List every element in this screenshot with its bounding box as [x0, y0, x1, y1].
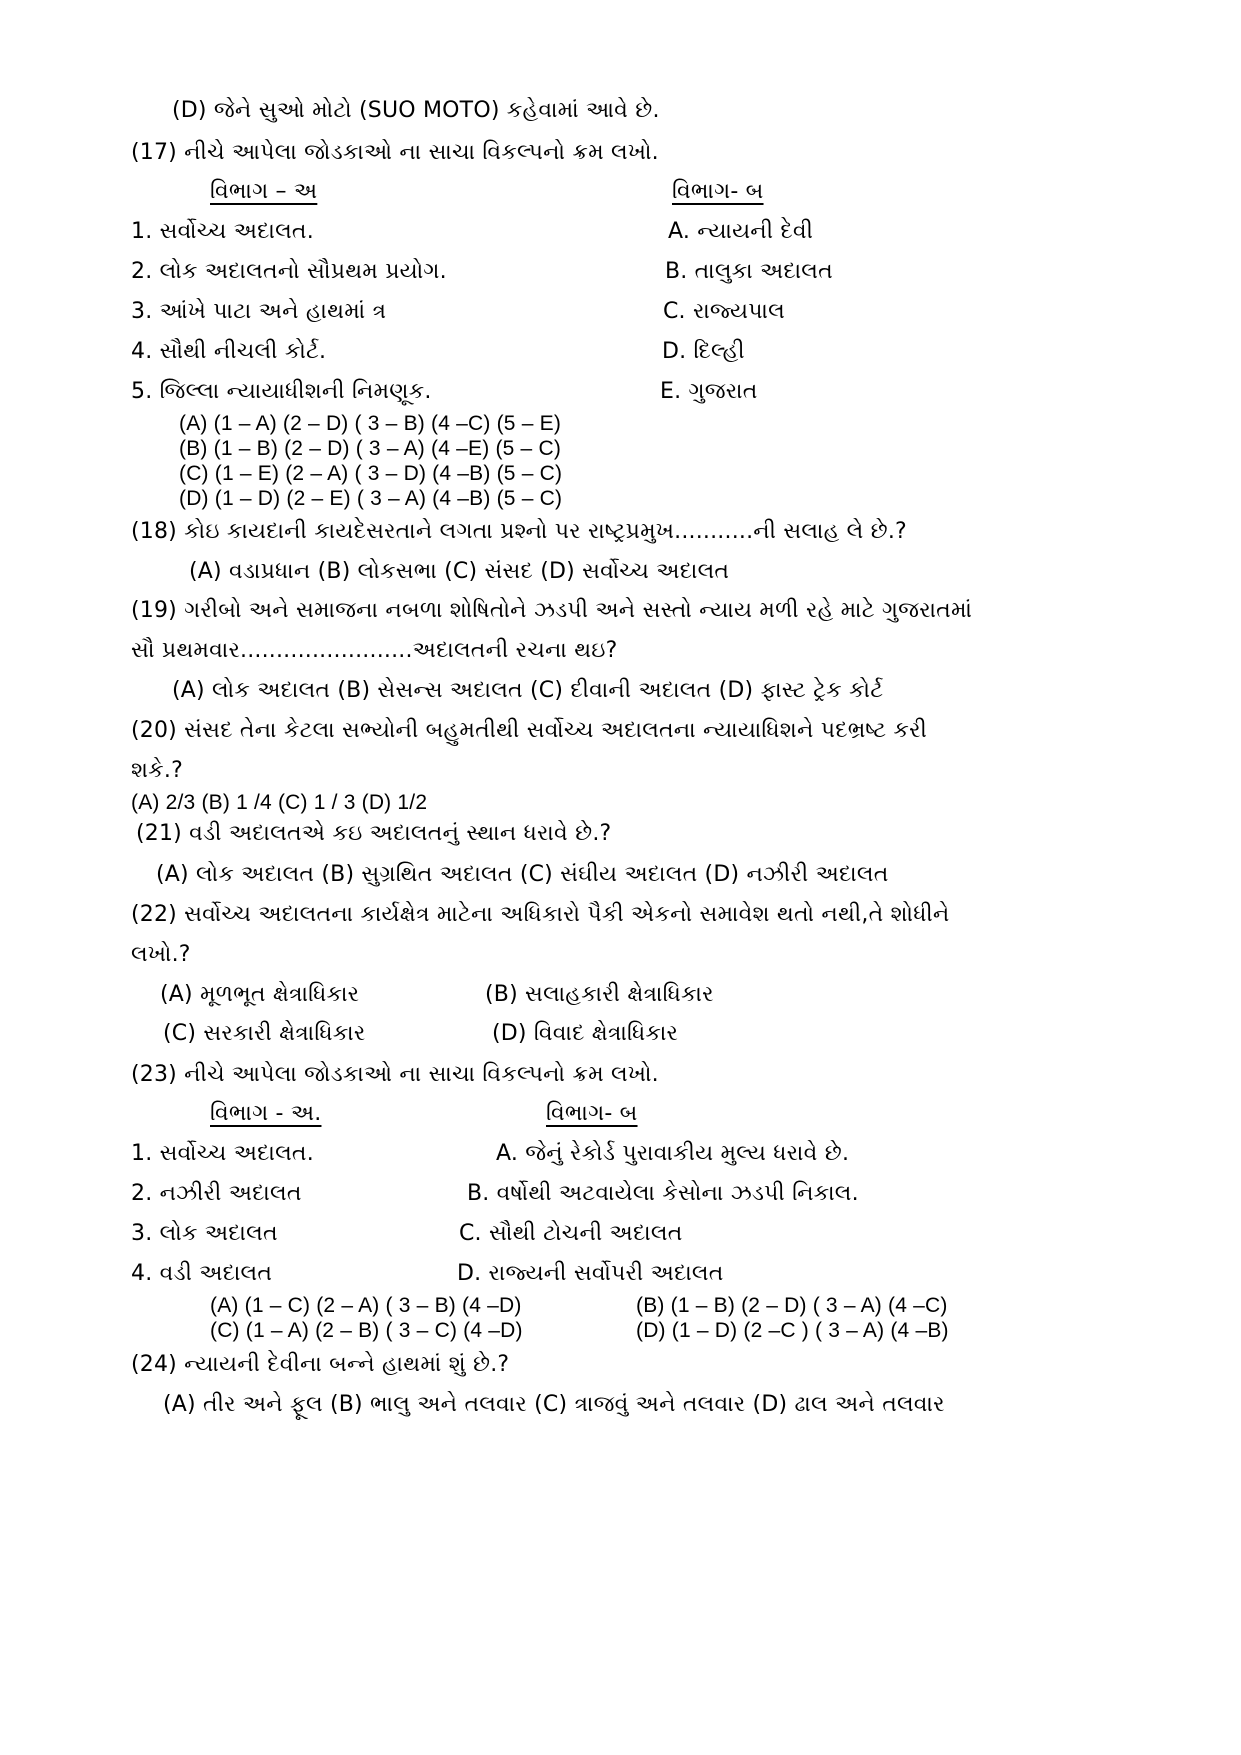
q21-question: (21) વડી અદાલતએ કઇ અદાલતનું સ્થાન ધરાવે છે.?: [136, 821, 612, 846]
q17-right-item: B. તાલુકા અદાલત: [665, 259, 833, 284]
q17-left-item: 3. આંખે પાટા અને હાથમાં ત્ર: [131, 299, 387, 324]
q23-right-item: C. સૌથી ટોચની અદાલત: [459, 1221, 683, 1246]
q19-question-line1: (19) ગરીબો અને સમાજના નબળા શોષિતોને ઝડપી અને સસ્તો ન્યાય મળી રહે માટે ગુજરાતમાં: [131, 598, 973, 623]
q17-right-item: E. ગુજરાત: [660, 379, 758, 404]
q23-option-d: (D) (1 – D) (2 –C ) ( 3 – A) (4 –B): [636, 1319, 949, 1342]
q17-section-b-heading: વિભાગ- બ: [672, 179, 764, 204]
q17-option: (C) (1 – E) (2 – A) ( 3 – D) (4 –B) (5 – C): [179, 462, 563, 485]
q23-left-item: 1. સર્વોચ્ચ અદાલત.: [131, 1141, 314, 1166]
q22-option-a: (A) મૂળભૂત ક્ષેત્રાધિકાર: [160, 982, 360, 1007]
q18-options: (A) વડાપ્રધાન (B) લોકસભા (C) સંસદ (D) સર્વોચ્ચ અદાલત: [189, 559, 730, 584]
q20-options: (A) 2/3 (B) 1 /4 (C) 1 / 3 (D) 1/2: [131, 791, 428, 814]
q17-left-item: 5. જિલ્લા ન્યાયાધીશની નિમણૂક.: [131, 379, 432, 404]
q23-question: (23) નીચે આપેલા જોડકાઓ ના સાચા વિકલ્પનો ક્રમ લખો.: [131, 1062, 659, 1087]
q24-question: (24) ન્યાયની દેવીના બન્ને હાથમાં શું છે.?: [131, 1352, 510, 1377]
q17-right-item: D. દિલ્હી: [662, 339, 745, 364]
q17-option: (D) (1 – D) (2 – E) ( 3 – A) (4 –B) (5 – C): [179, 487, 563, 510]
intro-line: (D) જેને સુઓ મોટો (SUO MOTO) કહેવામાં આવે છે.: [172, 98, 660, 123]
q20-question-line1: (20) સંસદ તેના કેટલા સભ્યોની બહુમતીથી સર્વોચ્ચ અદાલતના ન્યાયાધિશને પદભ્રષ્ટ કરી: [131, 718, 927, 743]
q17-left-item: 2. લોક અદાલતનો સૌપ્રથમ પ્રયોગ.: [131, 259, 447, 284]
q17-right-item: A. ન્યાયની દેવી: [668, 219, 814, 244]
q17-option: (B) (1 – B) (2 – D) ( 3 – A) (4 –E) (5 – C): [179, 437, 562, 460]
q23-option-a: (A) (1 – C) (2 – A) ( 3 – B) (4 –D): [210, 1294, 522, 1317]
q23-left-item: 2. નઝીરી અદાલત: [131, 1181, 302, 1206]
q22-question-line2: લખો.?: [131, 942, 191, 967]
q18-question: (18) કોઇ કાયદાની કાયદેસરતાને લગતા પ્રશ્નો પર રાષ્ટ્રપ્રમુખ...........ની સલાહ લે છે.?: [131, 519, 907, 544]
q23-section-a-heading: વિભાગ - અ.: [210, 1101, 322, 1126]
q17-left-item: 4. સૌથી નીચલી કોર્ટ.: [131, 339, 327, 364]
q22-question-line1: (22) સર્વોચ્ચ અદાલતના કાર્યક્ષેત્ર માટેના અધિકારો પૈકી એકનો સમાવેશ થતો નથી,તે શોધીને: [131, 902, 950, 927]
q20-question-line2: શકે.?: [131, 758, 183, 783]
q17-question: (17) નીચે આપેલા જોડકાઓ ના સાચા વિકલ્પનો ક્રમ લખો.: [131, 140, 659, 165]
q23-right-item: D. રાજ્યની સર્વોપરી અદાલત: [457, 1261, 724, 1286]
q22-option-d: (D) વિવાદ ક્ષેત્રાધિકાર: [492, 1021, 679, 1046]
q17-left-item: 1. સર્વોચ્ચ અદાલત.: [131, 219, 314, 244]
q21-options: (A) લોક અદાલત (B) સુગ્રથિત અદાલત (C) સંઘીય અદાલત (D) નઝીરી અદાલત: [156, 862, 889, 887]
q23-option-b: (B) (1 – B) (2 – D) ( 3 – A) (4 –C): [636, 1294, 948, 1317]
q23-section-b-heading: વિભાગ- બ: [546, 1101, 638, 1126]
q24-options: (A) તીર અને ફૂલ (B) ભાલુ અને તલવાર (C) ત્રાજવું અને તલવાર (D) ઢાલ અને તલવાર: [163, 1392, 945, 1417]
q23-right-item: A. જેનું રેકોર્ડ પુરાવાકીય મુલ્ય ધરાવે છે.: [496, 1141, 850, 1166]
q19-question-line2: સૌ પ્રથમવાર........................અદાલતની રચના થઇ?: [131, 638, 618, 663]
q19-options: (A) લોક અદાલત (B) સેસન્સ અદાલત (C) દીવાની અદાલત (D) ફાસ્ટ ટ્રેક કોર્ટ: [172, 678, 884, 703]
q23-right-item: B. વર્ષોથી અટવાયેલા કેસોના ઝડપી નિકાલ.: [467, 1181, 859, 1206]
q17-right-item: C. રાજ્યપાલ: [663, 299, 785, 324]
q23-left-item: 3. લોક અદાલત: [131, 1221, 278, 1246]
q23-option-c: (C) (1 – A) (2 – B) ( 3 – C) (4 –D): [210, 1319, 523, 1342]
q17-option: (A) (1 – A) (2 – D) ( 3 – B) (4 –C) (5 – E): [179, 412, 562, 435]
q22-option-c: (C) સરકારી ક્ષેત્રાધિકાર: [163, 1021, 366, 1046]
q22-option-b: (B) સલાહકારી ક્ષેત્રાધિકાર: [485, 982, 714, 1007]
q17-section-a-heading: વિભાગ – અ: [210, 179, 318, 204]
q23-left-item: 4. વડી અદાલત: [131, 1261, 273, 1286]
